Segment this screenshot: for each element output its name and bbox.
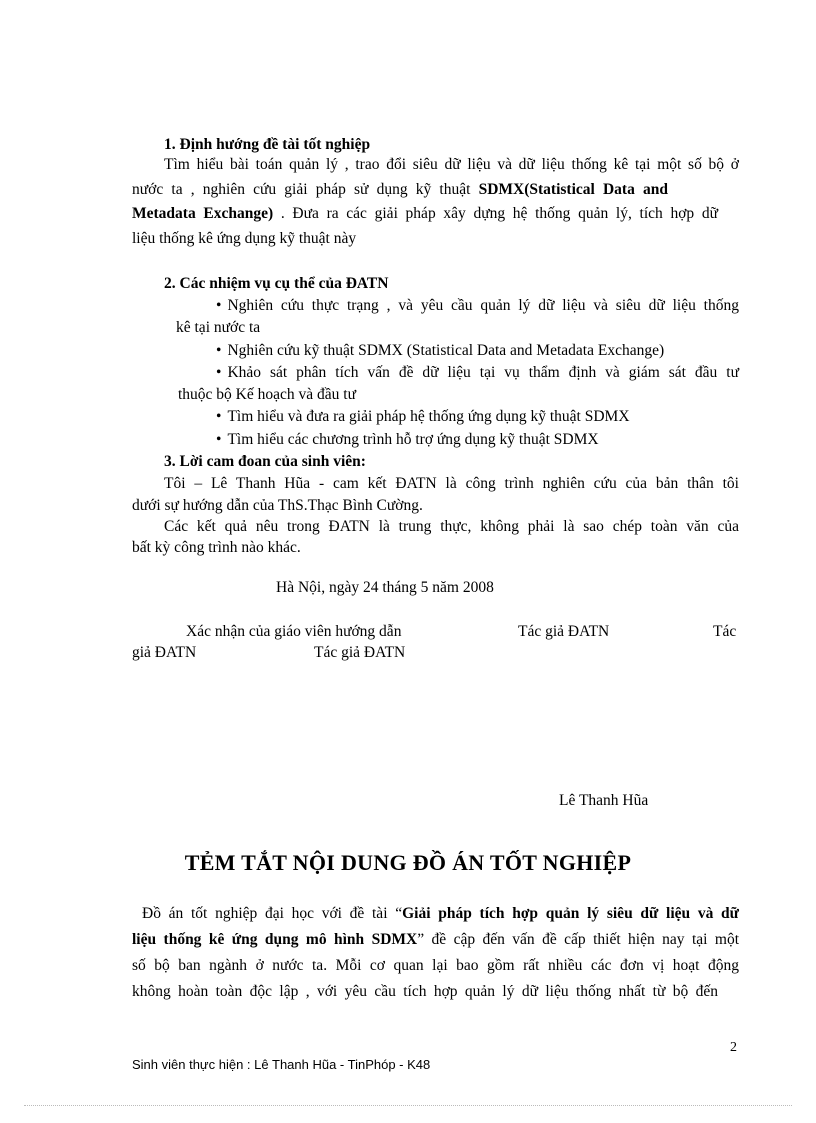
section1-heading: 1. Định hướng đề tài tốt nghiệp xyxy=(164,136,371,153)
text-run-bold: liệu thống kê ứng dụng mô hình SDMX xyxy=(132,931,418,948)
page-footer: Sinh viên thực hiện : Lê Thanh Hũa - TinPhóp - K48 xyxy=(132,1057,431,1072)
author-name: Lê Thanh Hũa xyxy=(559,792,649,809)
pledge-line: Các kết quả nêu trong ĐATN là trung thực, không phải là sao chép toàn văn của xyxy=(164,518,739,535)
section2-heading: 2. Các nhiệm vụ cụ thể của ĐATN xyxy=(164,275,389,292)
task-bullet: • Nghiên cứu kỹ thuật SDMX (Statistical Data and Metadata Exchange) xyxy=(216,341,664,361)
summary-line xyxy=(142,904,739,924)
text-run: ” đề cập đến vấn đề cấp thiết hiện nay tại một xyxy=(417,931,739,948)
supervisor-confirm: Xác nhận của giáo viên hướng dẫn xyxy=(186,623,402,640)
summary-line xyxy=(132,930,739,950)
section1-line: liệu thống kê ứng dụng kỹ thuật này xyxy=(132,230,357,247)
section3-heading: 3. Lời cam đoan của sinh viên: xyxy=(164,453,366,470)
place-date: Hà Nội, ngày 24 tháng 5 năm 2008 xyxy=(276,579,494,596)
task-bullet-cont: thuộc bộ Kế hoạch và đầu tư xyxy=(178,386,356,403)
page-number: 2 xyxy=(730,1040,737,1055)
author-label: giả ĐATN xyxy=(132,644,197,661)
text-run-bold: Giải pháp tích hợp quản lý siêu dữ liệu và dữ xyxy=(402,905,739,922)
page-divider xyxy=(24,1105,792,1106)
author-label: Tác xyxy=(713,623,737,640)
task-bullet-cont: kê tại nước ta xyxy=(176,319,261,336)
summary-line: số bộ ban ngành ở nước ta. Mỗi cơ quan lại bao gồm rất nhiều các đơn vị hoạt động xyxy=(132,957,739,974)
pledge-line: bất kỳ công trình nào khác. xyxy=(132,539,301,556)
text-run-bold: Metadata Exchange) xyxy=(132,205,274,222)
pledge-line: Tôi – Lê Thanh Hũa - cam kết ĐATN là công trình nghiên cứu của bản thân tôi xyxy=(164,475,739,492)
task-bullet: • Nghiên cứu thực trạng , và yêu cầu quản lý dữ liệu và siêu dữ liệu thống xyxy=(216,296,739,316)
task-bullet: • Khảo sát phân tích vấn đề dữ liệu tại vụ thẩm định và giám sát đầu tư xyxy=(216,363,739,383)
author-label: Tác giả ĐATN xyxy=(314,644,406,661)
text-run: nước ta , nghiên cứu giải pháp sử dụng kỹ thuật xyxy=(132,181,479,198)
pledge-line: dưới sự hướng dẫn của ThS.Thạc Bình Cường. xyxy=(132,497,423,514)
author-label: Tác giả ĐATN xyxy=(518,623,610,640)
text-run: . Đưa ra các giải pháp xây dựng hệ thống quản lý, tích hợp dữ xyxy=(273,205,719,222)
text-run: Đồ án tốt nghiệp đại học với đề tài “ xyxy=(142,905,403,922)
task-bullet: • Tìm hiểu và đưa ra giải pháp hệ thống ứng dụng kỹ thuật SDMX xyxy=(216,407,630,427)
task-bullet: • Tìm hiểu các chương trình hỗ trợ ứng dụng kỹ thuật SDMX xyxy=(216,430,599,450)
text-run-bold: SDMX(Statistical Data and xyxy=(478,181,668,198)
section1-line xyxy=(132,180,668,200)
section1-line xyxy=(132,204,718,224)
summary-line: không hoàn toàn độc lập , với yêu cầu tích hợp quản lý dữ liệu thống nhất từ bộ đến xyxy=(132,983,718,1000)
section1-line: Tìm hiểu bài toán quản lý , trao đổi siêu dữ liệu và dữ liệu thống kê tại một số bộ ở xyxy=(164,156,739,173)
summary-title: TẺM TẮT NỘI DUNG ĐỒ ÁN TỐT NGHIỆP xyxy=(184,850,632,875)
